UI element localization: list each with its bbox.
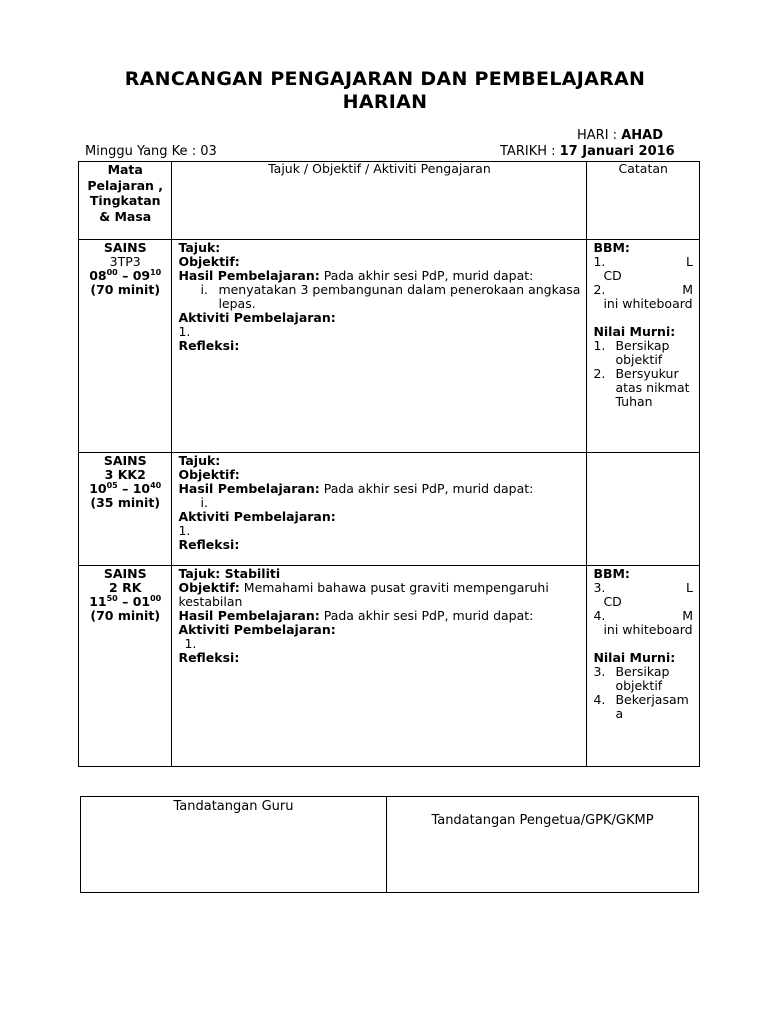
objektif-label: Objektif: (178, 467, 240, 482)
aktiviti-label: Aktiviti Pembelajaran: (178, 310, 336, 325)
date-value: 17 Januari 2016 (559, 144, 675, 159)
table-row (79, 453, 700, 566)
subject: SAINS (103, 453, 147, 468)
page-title: RANCANGAN PENGAJARAN DAN PEMBELAJARAN HARIAN (124, 68, 646, 113)
tajuk-label: Tajuk: (178, 566, 221, 581)
tajuk-label: Tajuk: (178, 453, 221, 468)
signature-table (80, 796, 699, 893)
objektif-text: Memahami bahawa pusat graviti mempengaruhi kestabilan (178, 580, 549, 609)
list-item-cont: CD (603, 268, 622, 283)
refleksi-label: Refleksi: (178, 537, 240, 552)
header-subject: Mata Pelajaran , Tingkatan & Masa (79, 162, 172, 240)
hasil-label: Hasil Pembelajaran: (178, 268, 320, 283)
table-row (79, 240, 700, 453)
subject-cell (79, 566, 172, 767)
header-topic: Tajuk / Objektif / Aktiviti Pengajaran (172, 162, 587, 240)
list-item: 1. L (593, 254, 693, 269)
duration: (35 minit) (90, 495, 161, 510)
list-item: 1. Bersikap objektif (593, 338, 670, 367)
nilai-label: Nilai Murni: (593, 324, 676, 339)
duration: (70 minit) (90, 608, 161, 623)
hasil-label: Hasil Pembelajaran: (178, 608, 320, 623)
subject: SAINS (103, 240, 147, 255)
notes-cell (587, 566, 700, 767)
list-item: 3. L (593, 580, 693, 595)
refleksi-label: Refleksi: (178, 650, 240, 665)
topic-cell (172, 566, 587, 767)
list-item: 2. M (593, 282, 693, 297)
hasil-label: Hasil Pembelajaran: (178, 481, 320, 496)
bbm-label: BBM: (593, 240, 630, 255)
class-name: 3 KK2 (104, 467, 146, 482)
table-row (79, 566, 700, 767)
list-item-cont: ini whiteboard (603, 296, 693, 311)
bbm-label: BBM: (593, 566, 630, 581)
day-label: HARI : (577, 128, 622, 143)
date-field (500, 144, 675, 159)
date-label: TARIKH : (500, 144, 560, 159)
header-notes: Catatan (587, 162, 700, 240)
list-item: 4. Bekerjasam a (593, 692, 689, 721)
principal-signature: Tandatangan Pengetua/GPK/GKMP (387, 797, 699, 893)
aktiviti-item: 1. (184, 636, 197, 651)
aktiviti-item: 1. (178, 324, 191, 339)
subject-cell (79, 240, 172, 453)
time-range: $10^{05} - 10^{40}$ (89, 481, 162, 496)
subject-cell (79, 453, 172, 566)
class-name: 2 RK (109, 580, 142, 595)
day-field (577, 128, 663, 143)
list-item: 4. M (593, 608, 693, 623)
list-item: 3. Bersikap objektif (593, 664, 670, 693)
lesson-plan-table (78, 161, 700, 767)
aktiviti-item: 1. (178, 523, 191, 538)
objektif-label: Objektif: (178, 254, 240, 269)
time-range: $08^{00} - 09^{10}$ (89, 268, 162, 283)
refleksi-label: Refleksi: (178, 338, 240, 353)
list-item: i. menyatakan 3 pembangunan dalam penerokaan angkasa lepas. (200, 282, 581, 311)
nilai-label: Nilai Murni: (593, 650, 676, 665)
time-range: $11^{50} - 01^{00}$ (89, 594, 162, 609)
hasil-text: Pada akhir sesi PdP, murid dapat: (323, 608, 534, 623)
table-header-row (79, 162, 700, 240)
aktiviti-label: Aktiviti Pembelajaran: (178, 622, 336, 637)
tajuk-label: Tajuk: (178, 240, 221, 255)
aktiviti-label: Aktiviti Pembelajaran: (178, 509, 336, 524)
topic-cell (172, 453, 587, 566)
notes-cell (587, 240, 700, 453)
teacher-signature: Tandatangan Guru (81, 797, 387, 893)
topic-cell (172, 240, 587, 453)
week-field: Minggu Yang Ke : 03 (85, 144, 217, 159)
notes-cell (587, 453, 700, 566)
objektif-label: Objektif: (178, 580, 240, 595)
subject: SAINS (103, 566, 147, 581)
hasil-text: Pada akhir sesi PdP, murid dapat: (323, 268, 534, 283)
class-name: 3TP3 (109, 254, 141, 269)
tajuk-value: Stabiliti (224, 566, 281, 581)
list-item: i. (200, 495, 208, 510)
duration: (70 minit) (90, 282, 161, 297)
list-item-cont: CD (603, 594, 622, 609)
list-item: 2. Bersyukur atas nikmat Tuhan (593, 366, 690, 409)
day-value: AHAD (621, 128, 663, 143)
hasil-text: Pada akhir sesi PdP, murid dapat: (323, 481, 534, 496)
list-item-cont: ini whiteboard (603, 622, 693, 637)
